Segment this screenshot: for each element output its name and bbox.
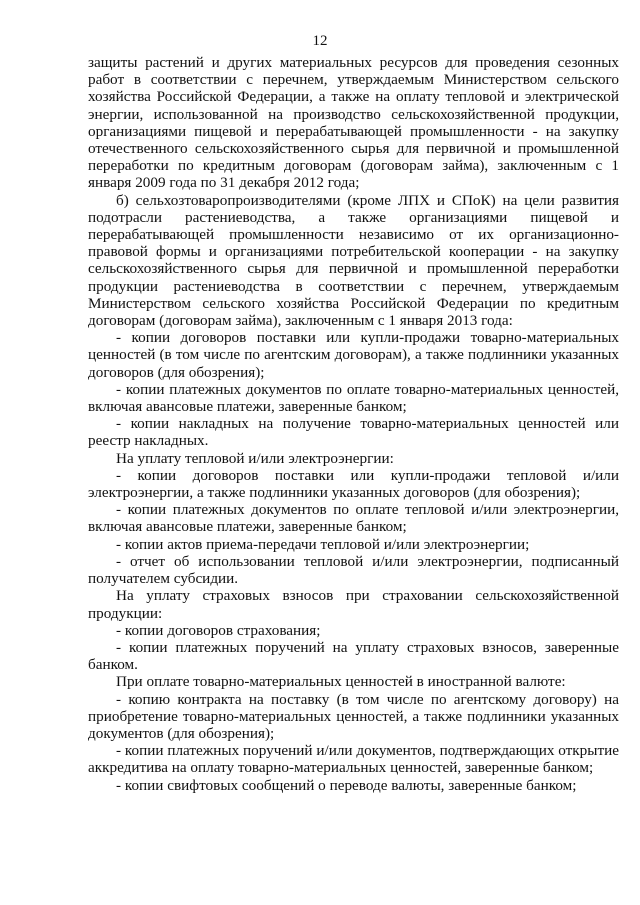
list-item: - копии актов приема-передачи тепловой и/или электроэнергии;: [116, 535, 530, 553]
list-item: - копии платежных поручений и/или документов, подтверждающих открытие аккредитива на оплату товарно-материальных ценностей, заверенные банком;: [88, 742, 619, 777]
list-item: - копию контракта на поставку (в том числе по агентскому договору) на приобретение товарно-материальных ценностей, а также подлинники указанных документов (для обозрения);: [88, 690, 619, 742]
list-item: - копии договоров поставки или купли-продажи тепловой и/или электроэнергии, а также подлинники указанных договоров (для обозрения);: [88, 466, 619, 502]
list-item: - копии договоров страхования;: [116, 621, 321, 639]
paragraph: б) сельхозтоваропроизводителями (кроме ЛПХ и СПоК) на цели развития подотрасли растениеводства, а также организациями пищевой и перерабатывающей промышленности независимо от их организационно-правовой формы и организациями потребительской кооперации - на закупку сельскохозяйственного сырья для первичной и промышленной переработки продукции растениеводства в соответствии с перечнем, утверждаемым Министерством сельского хозяйства Российской Федерации по кредитным договорам (договорам займа), заключенным с 1 января 2013 года:: [88, 191, 619, 330]
section-heading: На уплату страховых взносов при страховании сельскохозяйственной продукции:: [88, 587, 619, 622]
page-number: 12: [312, 33, 328, 49]
document-body: [88, 54, 619, 794]
list-item: - копии платежных поручений на уплату страховых взносов, заверенные банком.: [88, 638, 619, 674]
section-heading: На уплату тепловой и/или электроэнергии:: [116, 449, 394, 467]
section-heading: При оплате товарно-материальных ценностей в иностранной валюте:: [116, 673, 566, 691]
paragraph: защиты растений и других материальных ресурсов для проведения сезонных работ в соответствии с перечнем, утверждаемым Министерством сельского хозяйства Российской Федерации, а также на оплату тепловой и электрической энергии, использованной на производство сельскохозяйственной продукции, организациями пищевой и перерабатывающей промышленности - на закупку отечественного сельскохозяйственного сырья для первичной и промышленной переработки по кредитным договорам (договорам займа), заключенным с 1 января 2009 года по 31 декабря 2012 года;: [88, 54, 619, 192]
list-item: - копии свифтовых сообщений о переводе валюты, заверенные банком;: [116, 776, 577, 794]
list-item: - копии платежных документов по оплате товарно-материальных ценностей, включая авансовые платежи, заверенные банком;: [88, 380, 619, 416]
list-item: - отчет об использовании тепловой и/или электроэнергии, подписанный получателем субсидии.: [88, 552, 619, 588]
list-item: - копии договоров поставки или купли-продажи товарно-материальных ценностей (в том числе по агентским договорам), а также подлинники указанных договоров (для обозрения);: [88, 329, 619, 381]
list-item: - копии платежных документов по оплате тепловой и/или электроэнергии, включая авансовые платежи, заверенные банком;: [88, 501, 619, 536]
list-item: - копии накладных на получение товарно-материальных ценностей или реестр накладных.: [88, 415, 619, 450]
